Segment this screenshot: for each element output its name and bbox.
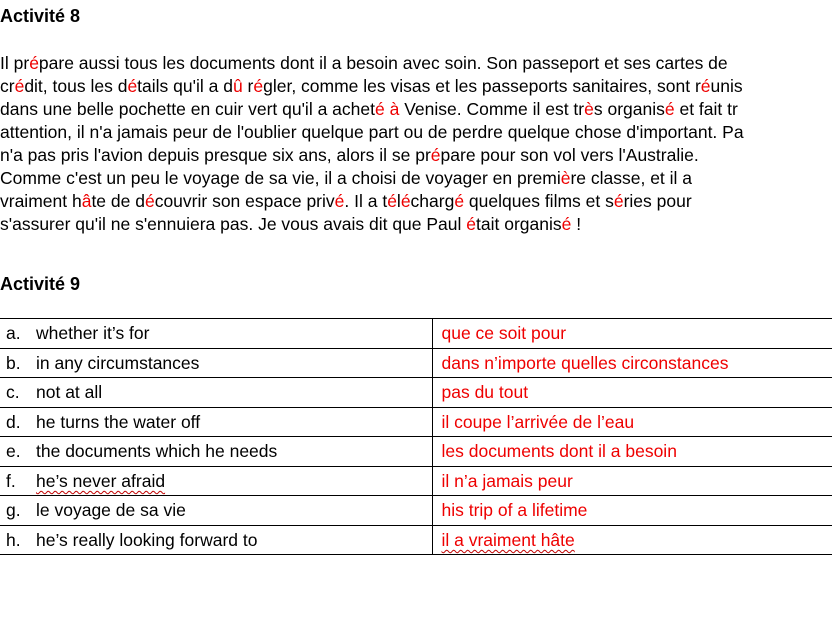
paragraph-text: attention, il n'a jamais peur de l'oublier quelque part ou de perdre quelque chose d'important. Pa <box>0 122 744 142</box>
paragraph-text: pare pour son vol vers l'Australie. <box>440 145 699 165</box>
highlighted-accent: é <box>387 191 397 211</box>
english-phrase: he’s really looking forward to <box>36 529 258 550</box>
highlighted-accent: é <box>613 191 624 211</box>
paragraph-text: ries pour <box>623 191 692 211</box>
highlighted-accent: é <box>430 145 441 165</box>
english-cell <box>0 466 432 496</box>
paragraph-text: te de d <box>91 191 145 211</box>
highlighted-accent: é <box>700 76 711 96</box>
row-letter: g. <box>6 500 21 521</box>
table-row <box>0 496 832 526</box>
paragraph-text: Venise. Comme il est tr <box>399 99 585 119</box>
highlighted-accent: é <box>127 76 138 96</box>
translation-phrase: his trip of a lifetime <box>441 500 588 521</box>
translation-cell <box>432 348 832 378</box>
highlighted-accent: é <box>29 53 39 73</box>
translation-phrase: pas du tout <box>441 382 529 403</box>
activite-8-heading: Activité 8 <box>0 6 81 26</box>
paragraph-text: Comme c'est un peu le voyage de sa vie, il a choisi de voyager en premi <box>0 168 561 188</box>
english-cell <box>0 496 432 526</box>
table-row <box>0 378 832 408</box>
paragraph-text: gler, comme les visas et les passeports sanitaires, sont r <box>263 76 701 96</box>
english-phrase: in any circumstances <box>36 352 200 373</box>
paragraph-text: ! <box>571 214 582 234</box>
highlighted-accent: é <box>561 214 572 234</box>
paragraph-line <box>0 75 832 98</box>
activite-9-heading: Activité 9 <box>0 274 81 294</box>
translation-phrase: il n’a jamais peur <box>441 470 573 491</box>
translation-cell <box>432 466 832 496</box>
paragraph-text: pare aussi tous les documents dont il a besoin avec soin. Son passeport et ses cartes de <box>38 53 728 73</box>
highlighted-accent: é <box>664 99 675 119</box>
translation-phrase: que ce soit pour <box>441 323 567 344</box>
translation-cell <box>432 407 832 437</box>
paragraph-text: couvrir son espace priv <box>154 191 335 211</box>
highlighted-accent: â <box>81 191 92 211</box>
row-letter: b. <box>6 352 21 373</box>
translation-cell <box>432 496 832 526</box>
paragraph-text: re classe, et il a <box>570 168 693 188</box>
highlighted-accent: é <box>14 76 25 96</box>
table-row <box>0 319 832 349</box>
english-phrase: whether it’s for <box>36 323 150 344</box>
activite-8-paragraph <box>0 52 832 236</box>
row-letter: f. <box>6 470 16 491</box>
paragraph-line <box>0 167 832 190</box>
table-row <box>0 437 832 467</box>
table-row <box>0 466 832 496</box>
row-letter: h. <box>6 529 21 550</box>
english-phrase: not at all <box>36 382 103 403</box>
row-letter: e. <box>6 441 21 462</box>
paragraph-text: cr <box>0 76 15 96</box>
english-cell <box>0 437 432 467</box>
paragraph-text: Il pr <box>0 53 30 73</box>
paragraph-text: dans une belle pochette en cuir vert qu'il a achet <box>0 99 375 119</box>
translation-phrase: les documents dont il a besoin <box>441 441 677 462</box>
highlighted-accent: é <box>466 214 476 234</box>
translation-cell <box>432 437 832 467</box>
highlighted-accent: û <box>232 76 243 96</box>
paragraph-text: vraiment h <box>0 191 82 211</box>
highlighted-accent: é <box>144 191 155 211</box>
paragraph-text: et fait tr <box>674 99 738 119</box>
paragraph-line <box>0 213 832 236</box>
translation-phrase: il coupe l’arrivée de l’eau <box>441 411 635 432</box>
highlighted-accent: é <box>454 191 465 211</box>
paragraph-line <box>0 121 832 144</box>
translation-cell <box>432 319 832 349</box>
paragraph-text: unis <box>710 76 743 96</box>
translation-cell <box>432 378 832 408</box>
english-cell <box>0 525 432 555</box>
paragraph-line <box>0 52 832 75</box>
english-phrase: le voyage de sa vie <box>36 500 186 521</box>
paragraph-text: tails qu'il a d <box>137 76 233 96</box>
table-row <box>0 525 832 555</box>
paragraph-text: charg <box>410 191 455 211</box>
translation-cell <box>432 525 832 555</box>
english-cell <box>0 348 432 378</box>
english-phrase: he turns the water off <box>36 411 201 432</box>
highlighted-accent: è <box>560 168 571 188</box>
table-row <box>0 407 832 437</box>
english-phrase: he’s never afraid <box>36 470 166 491</box>
paragraph-text: tait organis <box>476 214 562 234</box>
paragraph-text: dit, tous les d <box>24 76 128 96</box>
table-row <box>0 348 832 378</box>
paragraph-text: n'a pas pris l'avion depuis presque six ans, alors il se pr <box>0 145 431 165</box>
paragraph-line <box>0 190 832 213</box>
row-letter: a. <box>6 323 21 344</box>
highlighted-accent: é <box>374 99 385 119</box>
paragraph-text: r <box>242 76 254 96</box>
highlighted-accent: é <box>334 191 345 211</box>
paragraph-text: s organis <box>593 99 665 119</box>
row-letter: c. <box>6 382 20 403</box>
english-cell <box>0 407 432 437</box>
activite-9-table <box>0 318 832 555</box>
highlighted-accent: é <box>400 191 411 211</box>
highlighted-accent: è <box>584 99 594 119</box>
paragraph-line <box>0 144 832 167</box>
paragraph-text: l <box>396 191 401 211</box>
translation-phrase: il a vraiment hâte <box>441 529 575 550</box>
paragraph-text: s'assurer qu'il ne s'ennuiera pas. Je vous avais dit que Paul <box>0 214 467 234</box>
paragraph-text: quelques films et s <box>464 191 614 211</box>
translation-phrase: dans n’importe quelles circonstances <box>441 352 729 373</box>
paragraph-line <box>0 98 832 121</box>
highlighted-accent: à <box>389 99 400 119</box>
english-phrase: the documents which he needs <box>36 441 278 462</box>
highlighted-accent: é <box>253 76 264 96</box>
row-letter: d. <box>6 411 21 432</box>
english-cell <box>0 378 432 408</box>
english-cell <box>0 319 432 349</box>
paragraph-text: . Il a t <box>344 191 388 211</box>
